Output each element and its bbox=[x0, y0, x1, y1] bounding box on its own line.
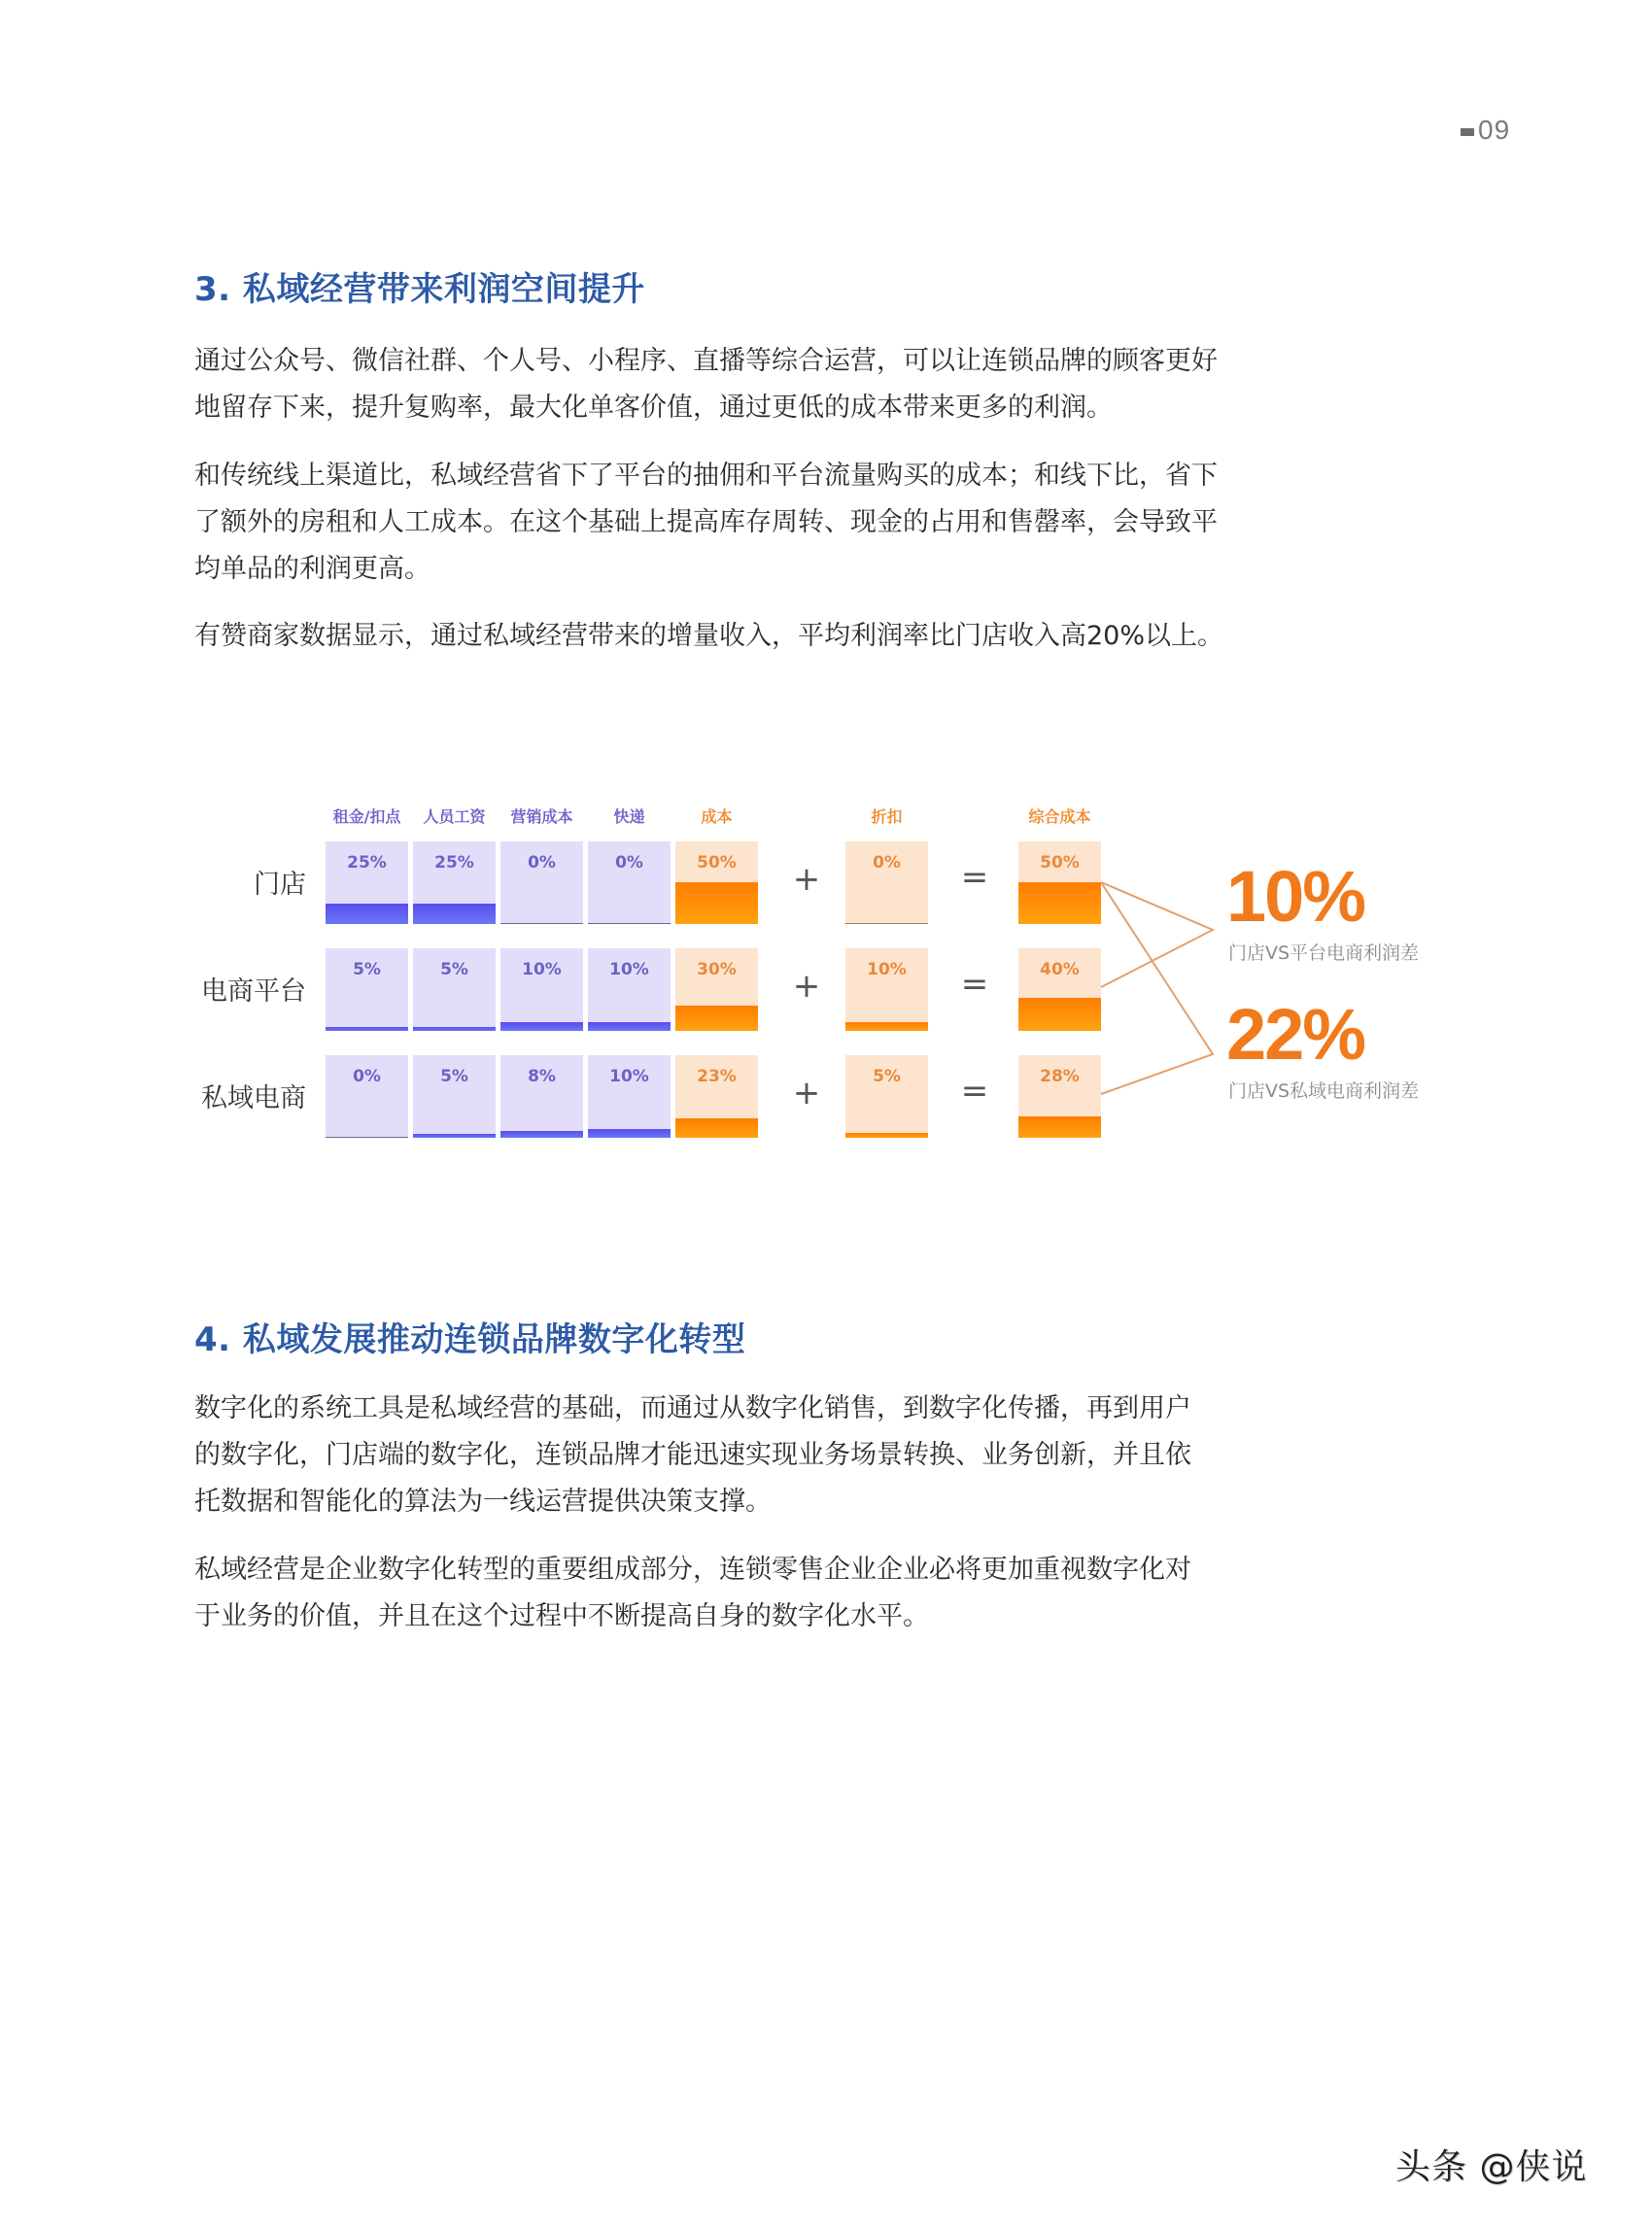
section-3-paragraph-3: 有赞商家数据显示，通过私域经营带来的增量收入，平均利润率比门店收入高20%以上。 bbox=[194, 621, 1224, 651]
column-header-salary: 人员工资 bbox=[423, 807, 486, 826]
cell-value: 5% bbox=[873, 1067, 901, 1086]
cell-value: 50% bbox=[697, 853, 737, 873]
cell-value: 25% bbox=[434, 853, 474, 873]
section-4-heading: 4. 私域发展推动连锁品牌数字化转型 bbox=[194, 1320, 746, 1359]
cell-value: 28% bbox=[1040, 1067, 1080, 1086]
section-4-paragraph-2: 私域经营是企业数字化转型的重要组成部分，连锁零售企业企业必将更加重视数字化对于业务的价值，并且在这个过程中不断提高自身的数字化水平。 bbox=[194, 1555, 1191, 1631]
cell-value: 5% bbox=[353, 960, 381, 979]
plus-operator: + bbox=[792, 1074, 821, 1113]
column-header-cost: 成本 bbox=[701, 807, 733, 826]
cell-value: 40% bbox=[1040, 960, 1080, 979]
column-header-total-cost: 综合成本 bbox=[1028, 807, 1091, 826]
cell-value: 0% bbox=[615, 853, 643, 873]
cell-value: 23% bbox=[697, 1067, 737, 1086]
callout-value-private-diff: 22% bbox=[1226, 994, 1365, 1075]
watermark: 头条 @侠说 bbox=[1395, 2147, 1588, 2187]
plus-operator: + bbox=[792, 860, 821, 899]
section-3-heading: 3. 私域经营带来利润空间提升 bbox=[194, 270, 645, 309]
cell-value: 0% bbox=[528, 853, 556, 873]
callout-label-platform-diff: 门店VS平台电商利润差 bbox=[1228, 942, 1420, 964]
cell-value: 30% bbox=[697, 960, 737, 979]
equals-operator: = bbox=[960, 1072, 989, 1111]
cell-value: 10% bbox=[867, 960, 907, 979]
cell-value: 5% bbox=[440, 1067, 468, 1086]
column-header-discount: 折扣 bbox=[871, 807, 903, 826]
column-header-delivery: 快递 bbox=[613, 807, 645, 826]
row-label-ecommerce-platform: 电商平台 bbox=[201, 976, 306, 1007]
callout-label-private-diff: 门店VS私域电商利润差 bbox=[1228, 1080, 1420, 1102]
cell-value: 0% bbox=[353, 1067, 381, 1086]
section-3-paragraph-2: 和传统线上渠道比，私域经营省下了平台的抽佣和平台流量购买的成本；和线下比，省下了额外的房租和人工成本。在这个基础上提高库存周转、现金的占用和售罄率，会导致平均单品的利润更高。 bbox=[194, 461, 1218, 584]
row-label-store: 门店 bbox=[254, 870, 306, 900]
cell-value: 10% bbox=[522, 960, 562, 979]
cell-value: 8% bbox=[528, 1067, 556, 1086]
section-4-paragraph-1: 数字化的系统工具是私域经营的基础，而通过从数字化销售，到数字化传播，再到用户的数字化，门店端的数字化，连锁品牌才能迅速实现业务场景转换、业务创新，并且依托数据和智能化的算法为一线运营提供决策支撑。 bbox=[194, 1393, 1191, 1517]
cell-value: 5% bbox=[440, 960, 468, 979]
plus-operator: + bbox=[792, 967, 821, 1006]
callout-value-platform-diff: 10% bbox=[1226, 856, 1365, 937]
cell-value: 0% bbox=[873, 853, 901, 873]
cell-value: 50% bbox=[1040, 853, 1080, 873]
column-header-rent: 租金/扣点 bbox=[332, 807, 401, 826]
cell-value: 10% bbox=[609, 1067, 649, 1086]
page-number-text: 09 bbox=[1478, 115, 1511, 145]
section-3-paragraph-1: 通过公众号、微信社群、个人号、小程序、直播等综合运营，可以让连锁品牌的顾客更好地留存下来，提升复购率，最大化单客价值，通过更低的成本带来更多的利润。 bbox=[194, 346, 1218, 423]
column-header-marketing: 营销成本 bbox=[510, 807, 573, 826]
row-label-private-ecommerce: 私域电商 bbox=[201, 1083, 306, 1113]
cell-value: 10% bbox=[609, 960, 649, 979]
cell-value: 25% bbox=[347, 853, 387, 873]
equals-operator: = bbox=[960, 965, 989, 1004]
equals-operator: = bbox=[960, 858, 989, 897]
